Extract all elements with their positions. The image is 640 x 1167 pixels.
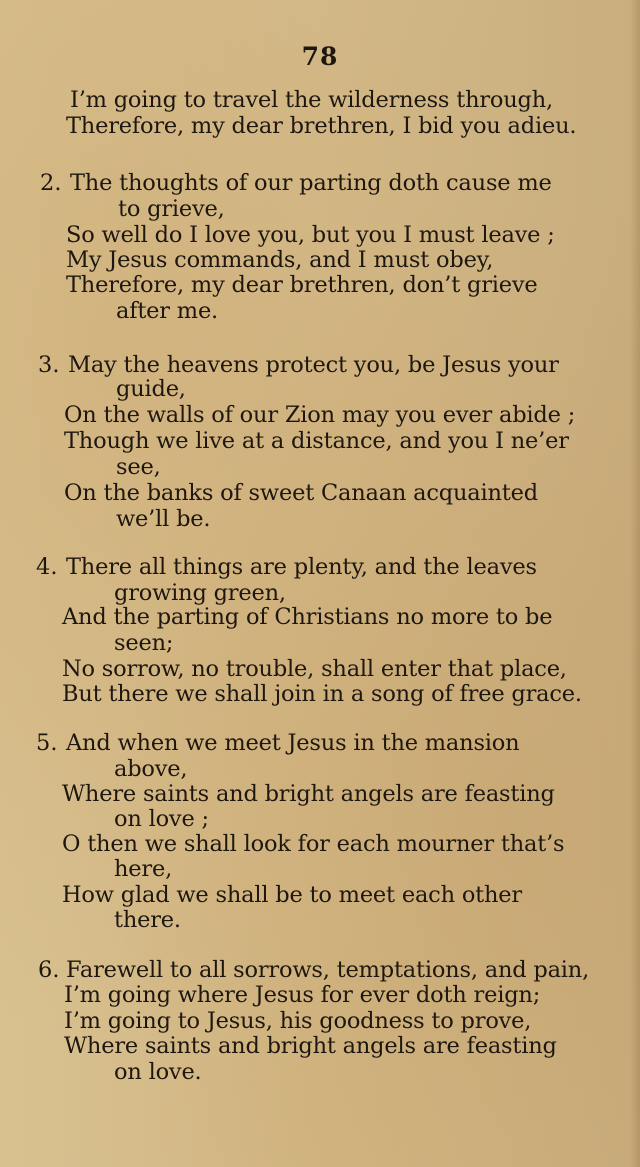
verse-4-line-4: seen; bbox=[114, 630, 174, 656]
verse-5-line-7: How glad we shall be to meet each other bbox=[62, 882, 522, 908]
verse-5-line-5: O then we shall look for each mourner that’s bbox=[62, 831, 565, 857]
verse-3-number: 3. bbox=[38, 352, 60, 378]
verse-3-line-4: Though we live at a distance, and you I ne’er bbox=[64, 428, 569, 454]
verse-2-line-2: to grieve, bbox=[118, 196, 225, 222]
verse-5-line-1: And when we meet Jesus in the mansion bbox=[66, 730, 520, 756]
verse-6-line-1: Farewell to all sorrows, temptations, and pain, bbox=[66, 957, 590, 983]
verse-5-line-8: there. bbox=[114, 907, 181, 933]
verse-5-line-4: on love ; bbox=[114, 806, 209, 832]
verse-2-line-5: Therefore, my dear brethren, don’t grieve bbox=[66, 272, 538, 298]
verse-4-line-3: And the parting of Christians no more to be bbox=[62, 604, 553, 630]
verse-4-number: 4. bbox=[36, 554, 58, 580]
verse-2-line-1: The thoughts of our parting doth cause me bbox=[70, 170, 552, 196]
verse-6-number: 6. bbox=[38, 957, 60, 983]
verse-6-line-5: on love. bbox=[114, 1059, 202, 1085]
verse-3-line-3: On the walls of our Zion may you ever abide ; bbox=[64, 402, 576, 428]
verse-2-number: 2. bbox=[40, 170, 62, 196]
verse-1-line-1: I’m going to travel the wilderness through, bbox=[70, 87, 553, 113]
verse-4-line-5: No sorrow, no trouble, shall enter that place, bbox=[62, 656, 567, 682]
verse-2-line-4: My Jesus commands, and I must obey, bbox=[66, 247, 494, 273]
verse-3-line-7: we’ll be. bbox=[116, 506, 211, 532]
verse-2-line-6: after me. bbox=[116, 298, 219, 324]
verse-6-line-3: I’m going to Jesus, his goodness to prove, bbox=[64, 1008, 532, 1034]
verse-3-line-1: May the heavens protect you, be Jesus your bbox=[68, 352, 559, 378]
verse-2-line-3: So well do I love you, but you I must leave ; bbox=[66, 222, 555, 248]
verse-1-line-2: Therefore, my dear brethren, I bid you adieu. bbox=[66, 113, 577, 139]
verse-3-line-6: On the banks of sweet Canaan acquainted bbox=[64, 480, 538, 506]
verse-4-line-2: growing green, bbox=[114, 580, 286, 606]
verse-5-number: 5. bbox=[36, 730, 58, 756]
verse-5-line-2: above, bbox=[114, 756, 188, 782]
verse-6-line-4: Where saints and bright angels are feasting bbox=[64, 1033, 557, 1059]
page-edge-shadow bbox=[630, 0, 640, 1167]
verse-5-line-3: Where saints and bright angels are feasting bbox=[62, 781, 555, 807]
verse-4-line-1: There all things are plenty, and the leaves bbox=[66, 554, 537, 580]
verse-5-line-6: here, bbox=[114, 856, 173, 882]
verse-6-line-2: I’m going where Jesus for ever doth reign; bbox=[64, 982, 541, 1008]
verse-3-line-2: guide, bbox=[116, 376, 186, 402]
verse-3-line-5: see, bbox=[116, 454, 161, 480]
page-number: 78 bbox=[301, 42, 339, 71]
verse-4-line-6: But there we shall join in a song of free grace. bbox=[62, 681, 582, 707]
